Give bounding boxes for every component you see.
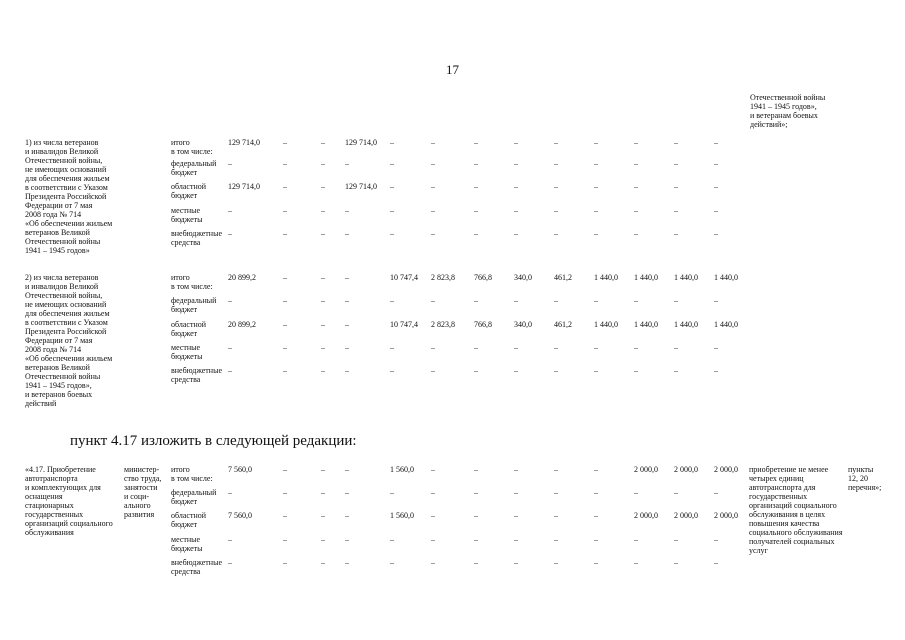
table-cell-value: 1 440,0 (634, 273, 658, 282)
table-cell-value: – (321, 182, 325, 191)
table-cell-value: – (474, 366, 478, 375)
table-cell-value: – (554, 159, 558, 168)
table-cell-value: – (474, 465, 478, 474)
table-cell-value: – (514, 159, 518, 168)
table-cell-value: – (594, 465, 598, 474)
table-cell-value: – (554, 206, 558, 215)
table-cell-value: – (390, 229, 394, 238)
table-cell-value: – (283, 182, 287, 191)
table-cell-value: – (714, 182, 718, 191)
table-cell-value: – (431, 138, 435, 147)
funding-source-label: местные бюджеты (171, 206, 203, 224)
table-cell-value: – (228, 343, 232, 352)
table-cell-value: – (674, 488, 678, 497)
table-cell-value: 2 000,0 (634, 465, 658, 474)
table-cell-value: – (514, 465, 518, 474)
table-cell-value: – (594, 535, 598, 544)
table-cell-value: – (514, 488, 518, 497)
table-cell-value: – (345, 273, 349, 282)
table-cell-value: 1 560,0 (390, 511, 414, 520)
table-cell-value: – (714, 206, 718, 215)
table-cell-value: – (634, 343, 638, 352)
table-cell-value: – (228, 366, 232, 375)
table-cell-value: – (714, 343, 718, 352)
table-cell-value: – (714, 229, 718, 238)
table-cell-value: – (283, 558, 287, 567)
table-cell-value: – (431, 488, 435, 497)
measure-description: 2) из числа ветеранов и инвалидов Великой Отечественной войны, не имеющих оснований для обеспечения жильем в соответствии с Указом Президента Российской Федерации от 7 мая 2008 года № 714 «Об обеспечении жильем ветеранов Великой Отечественной войны 1941 – 1945 годов», и ветеранов боевых действий (25, 273, 113, 408)
table-cell-value: – (714, 296, 718, 305)
table-cell-value: – (345, 465, 349, 474)
table-cell-value: – (321, 535, 325, 544)
table-cell-value: – (390, 343, 394, 352)
table-cell-value: – (514, 558, 518, 567)
table-cell-value: 2 000,0 (674, 511, 698, 520)
reference-text: пункты 12, 20 перечня»; (848, 465, 882, 492)
table-cell-value: 1 440,0 (594, 273, 618, 282)
table-cell-value: – (228, 558, 232, 567)
table-cell-value: – (594, 206, 598, 215)
table-cell-value: 340,0 (514, 273, 532, 282)
table-cell-value: – (431, 206, 435, 215)
measure-description: «4.17. Приобретение автотранспорта и комплектующих для оснащения стационарных государственных организаций социального обслуживания (25, 465, 113, 537)
table-cell-value: – (714, 488, 718, 497)
funding-source-label: итого в том числе: (171, 273, 213, 291)
table-cell-value: – (674, 558, 678, 567)
table-cell-value: 1 440,0 (674, 320, 698, 329)
table-cell-value: – (390, 159, 394, 168)
table-cell-value: – (390, 296, 394, 305)
table-cell-value: 2 000,0 (634, 511, 658, 520)
table-cell-value: – (390, 558, 394, 567)
table-cell-value: 2 000,0 (674, 465, 698, 474)
table-cell-value: – (554, 138, 558, 147)
table-cell-value: – (594, 488, 598, 497)
table-cell-value: – (283, 273, 287, 282)
table-cell-value: – (228, 535, 232, 544)
table-cell-value: – (634, 296, 638, 305)
table-cell-value: – (283, 296, 287, 305)
table-cell-value: 2 000,0 (714, 465, 738, 474)
table-cell-value: 766,8 (474, 320, 492, 329)
table-cell-value: – (345, 296, 349, 305)
table-cell-value: – (554, 535, 558, 544)
table-cell-value: – (634, 229, 638, 238)
table-cell-value: – (283, 159, 287, 168)
table-cell-value: – (345, 206, 349, 215)
table-cell-value: – (321, 366, 325, 375)
table-cell-value: – (674, 206, 678, 215)
table-cell-value: – (634, 138, 638, 147)
table-cell-value: – (514, 206, 518, 215)
table-cell-value: – (474, 159, 478, 168)
table-cell-value: – (554, 558, 558, 567)
table-cell-value: – (514, 138, 518, 147)
table-cell-value: – (431, 159, 435, 168)
table-cell-value: 7 560,0 (228, 465, 252, 474)
table-cell-value: – (634, 206, 638, 215)
table-cell-value: 461,2 (554, 320, 572, 329)
table-cell-value: – (345, 343, 349, 352)
table-cell-value: – (514, 511, 518, 520)
table-cell-value: – (321, 138, 325, 147)
expected-result-text: приобретение не менее четырех единиц автотранспорта для государственных организаций социального обслуживания в целях повышения качества социального обслуживания получателей социальных услуг (749, 465, 843, 555)
table-cell-value: – (594, 182, 598, 191)
table-cell-value: – (431, 296, 435, 305)
table-cell-value: – (321, 511, 325, 520)
table-cell-value: 10 747,4 (390, 273, 418, 282)
table-cell-value: – (554, 488, 558, 497)
funding-source-label: итого в том числе: (171, 465, 213, 483)
table-cell-value: – (674, 229, 678, 238)
table-cell-value: – (283, 229, 287, 238)
table-cell-value: – (594, 229, 598, 238)
table-cell-value: – (474, 558, 478, 567)
table-cell-value: – (594, 511, 598, 520)
table-cell-value: – (474, 138, 478, 147)
table-cell-value: – (345, 229, 349, 238)
funding-source-label: внебюджетные средства (171, 229, 222, 247)
table-cell-value: 7 560,0 (228, 511, 252, 520)
table-cell-value: – (390, 366, 394, 375)
table-cell-value: 1 560,0 (390, 465, 414, 474)
table-cell-value: – (554, 296, 558, 305)
funding-source-label: внебюджетные средства (171, 558, 222, 576)
table-cell-value: 129 714,0 (228, 138, 260, 147)
table-cell-value: – (554, 343, 558, 352)
table-cell-value: – (474, 488, 478, 497)
table-cell-value: – (431, 229, 435, 238)
table-cell-value: 1 440,0 (674, 273, 698, 282)
table-cell-value: 1 440,0 (714, 273, 738, 282)
table-cell-value: – (714, 366, 718, 375)
table-cell-value: – (283, 488, 287, 497)
table-cell-value: – (634, 366, 638, 375)
table-cell-value: – (345, 511, 349, 520)
table-cell-value: – (321, 320, 325, 329)
table-cell-value: – (594, 138, 598, 147)
measure-description: 1) из числа ветеранов и инвалидов Великой Отечественной войны, не имеющих оснований для обеспечения жильем в соответствии с Указом Президента Российской Федерации от 7 мая 2008 года № 714 «Об обеспечении жильем ветеранов Великой Отечественной войны 1941 – 1945 годов» (25, 138, 113, 255)
table-cell-value: – (714, 159, 718, 168)
funding-source-label: областной бюджет (171, 511, 207, 529)
table-cell-value: – (390, 138, 394, 147)
funding-source-label: местные бюджеты (171, 535, 203, 553)
table-cell-value: – (594, 296, 598, 305)
table-cell-value: – (634, 535, 638, 544)
table-cell-value: – (674, 182, 678, 191)
table-cell-value: – (321, 488, 325, 497)
table-cell-value: – (674, 159, 678, 168)
funding-source-label: местные бюджеты (171, 343, 203, 361)
table-cell-value: – (283, 206, 287, 215)
table-cell-value: – (474, 535, 478, 544)
table-cell-value: – (431, 366, 435, 375)
table-cell-value: – (228, 296, 232, 305)
table-cell-value: – (474, 343, 478, 352)
table-cell-value: – (345, 320, 349, 329)
table-cell-value: – (554, 229, 558, 238)
table-cell-value: – (634, 182, 638, 191)
table-cell-value: – (390, 535, 394, 544)
table-cell-value: – (594, 558, 598, 567)
table-cell-value: – (431, 343, 435, 352)
table-cell-value: – (674, 535, 678, 544)
table-cell-value: – (674, 343, 678, 352)
funding-source-label: федеральный бюджет (171, 159, 217, 177)
table-cell-value: – (674, 296, 678, 305)
table-cell-value: 461,2 (554, 273, 572, 282)
table-cell-value: 2 000,0 (714, 511, 738, 520)
table-cell-value: – (514, 182, 518, 191)
table-cell-value: – (390, 488, 394, 497)
table-cell-value: 20 899,2 (228, 320, 256, 329)
funding-source-label: итого в том числе: (171, 138, 213, 156)
table-cell-value: – (283, 138, 287, 147)
table-cell-value: – (321, 465, 325, 474)
table-cell-value: – (283, 343, 287, 352)
table-cell-value: – (321, 273, 325, 282)
table-cell-value: 2 823,8 (431, 273, 455, 282)
table-cell-value: – (514, 296, 518, 305)
table-cell-value: – (474, 511, 478, 520)
table-cell-value: – (714, 558, 718, 567)
page-number: 17 (446, 62, 459, 77)
table-cell-value: 340,0 (514, 320, 532, 329)
table-cell-value: – (634, 488, 638, 497)
table-cell-value: – (345, 366, 349, 375)
funding-source-label: областной бюджет (171, 182, 207, 200)
table-cell-value: – (431, 511, 435, 520)
table-cell-value: – (321, 296, 325, 305)
table-cell-value: – (283, 535, 287, 544)
table-cell-value: – (283, 465, 287, 474)
table-cell-value: – (634, 558, 638, 567)
table-cell-value: 2 823,8 (431, 320, 455, 329)
funding-source-label: федеральный бюджет (171, 488, 217, 506)
table-cell-value: 10 747,4 (390, 320, 418, 329)
table-cell-value: 766,8 (474, 273, 492, 282)
table-cell-value: – (594, 159, 598, 168)
executor-cell: министер- ство труда, занятости и соци- ального развития (124, 465, 162, 519)
table-cell-value: – (594, 343, 598, 352)
table-cell-value: – (474, 206, 478, 215)
table-cell-value: – (474, 296, 478, 305)
table-cell-value: – (514, 229, 518, 238)
table-cell-value: – (514, 366, 518, 375)
table-cell-value: – (594, 366, 598, 375)
table-cell-value: – (345, 159, 349, 168)
table-cell-value: – (514, 535, 518, 544)
table-cell-value: 1 440,0 (594, 320, 618, 329)
funding-source-label: областной бюджет (171, 320, 207, 338)
table-cell-value: 129 714,0 (228, 182, 260, 191)
table-cell-value: 129 714,0 (345, 182, 377, 191)
table-cell-value: – (431, 535, 435, 544)
table-cell-value: – (474, 182, 478, 191)
table-cell-value: – (474, 229, 478, 238)
table-cell-value: 20 899,2 (228, 273, 256, 282)
section-heading: пункт 4.17 изложить в следующей редакции: (70, 433, 357, 449)
table-cell-value: – (390, 206, 394, 215)
funding-source-label: федеральный бюджет (171, 296, 217, 314)
table-cell-value: – (321, 159, 325, 168)
table-cell-value: – (431, 182, 435, 191)
table-cell-value: – (674, 138, 678, 147)
table-cell-value: – (554, 511, 558, 520)
table-cell-value: – (674, 366, 678, 375)
table-cell-value: – (228, 488, 232, 497)
table-cell-value: – (228, 159, 232, 168)
table-cell-value: 1 440,0 (714, 320, 738, 329)
table-cell-value: – (283, 320, 287, 329)
funding-source-label: внебюджетные средства (171, 366, 222, 384)
table-cell-value: – (554, 182, 558, 191)
table-cell-value: – (390, 182, 394, 191)
table-cell-value: – (554, 366, 558, 375)
table-cell-value: – (321, 558, 325, 567)
table-cell-value: – (321, 343, 325, 352)
table-cell-value: – (283, 366, 287, 375)
table-cell-value: – (431, 465, 435, 474)
table-cell-value: – (714, 138, 718, 147)
table-cell-value: – (714, 535, 718, 544)
table-cell-value: – (345, 488, 349, 497)
table-cell-value: – (514, 343, 518, 352)
table-cell-value: – (321, 206, 325, 215)
table-cell-value: – (228, 229, 232, 238)
table-cell-value: – (345, 558, 349, 567)
table-cell-value: 1 440,0 (634, 320, 658, 329)
table-cell-value: – (634, 159, 638, 168)
table-cell-value: – (431, 558, 435, 567)
table-cell-value: – (321, 229, 325, 238)
table-cell-value: – (283, 511, 287, 520)
table-cell-value: – (554, 465, 558, 474)
table-cell-value: – (228, 206, 232, 215)
table-cell-value: – (345, 535, 349, 544)
top-continuation-text: Отечественной войны 1941 – 1945 годов», и ветеранам боевых действий»; (750, 93, 826, 129)
table-cell-value: 129 714,0 (345, 138, 377, 147)
